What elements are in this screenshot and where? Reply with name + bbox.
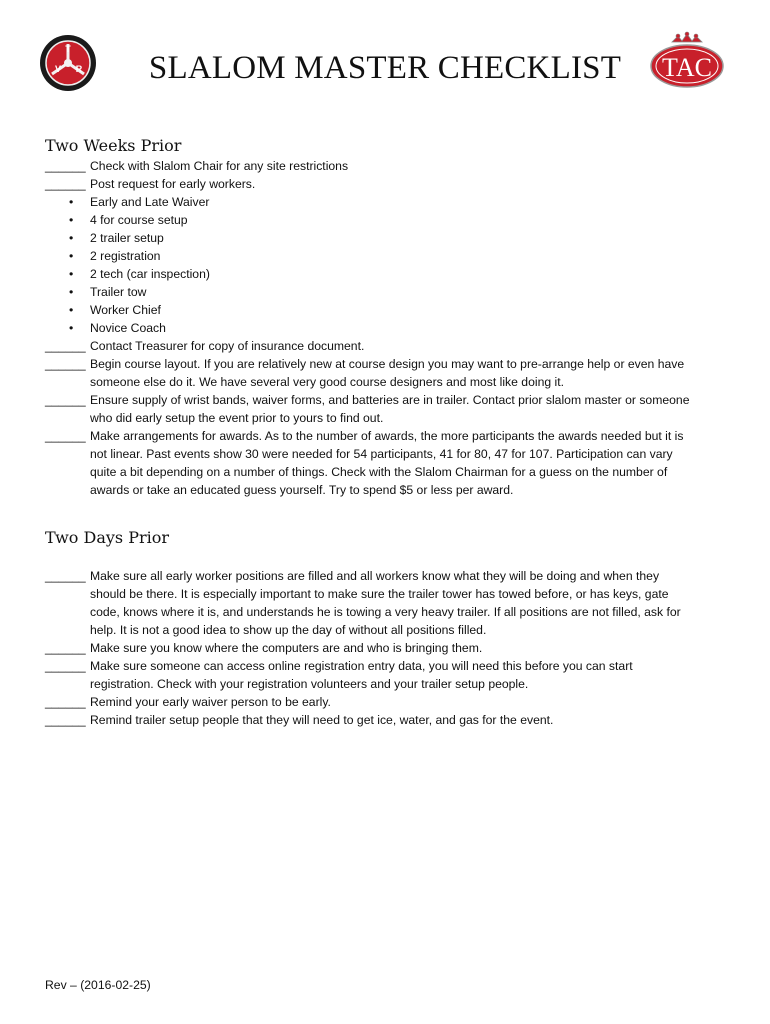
checklist-item xyxy=(45,391,735,409)
bullet-item xyxy=(45,211,735,229)
item-text: quite a bit depending on a number of things. Check with the Slalom Chairman for a guess on the number of xyxy=(90,465,668,479)
bullet-icon: • xyxy=(69,231,74,245)
item-text: help. It is not a good idea to show up the day of without all positions filled. xyxy=(90,623,487,637)
checklist-item xyxy=(45,337,735,355)
check-blank: ______ xyxy=(45,177,86,191)
checklist-item xyxy=(45,657,735,675)
check-blank: ______ xyxy=(45,641,86,655)
item-text: registration. Check with your registration volunteers and your trailer setup people. xyxy=(90,677,529,691)
check-blank: ______ xyxy=(45,339,86,353)
bullet-item xyxy=(45,283,735,301)
page-title: SLALOM MASTER CHECKLIST xyxy=(148,50,622,86)
item-text: Remind your early waiver person to be early. xyxy=(90,695,331,709)
item-text: should be there. It is especially important to make sure the trailer tower has towed before, or has keys, gate xyxy=(90,587,669,601)
checklist-item xyxy=(45,567,735,585)
checklist-item xyxy=(45,711,735,729)
checklist-item-continuation xyxy=(45,463,735,481)
checklist-item-continuation xyxy=(45,409,735,427)
check-blank xyxy=(45,603,90,621)
check-blank xyxy=(45,409,90,427)
bullet-icon: • xyxy=(69,267,74,281)
bullet-item xyxy=(45,265,735,283)
checklist-item xyxy=(45,355,735,373)
bullet-text: 2 trailer setup xyxy=(90,231,164,245)
bullet-item xyxy=(45,301,735,319)
check-blank: ______ xyxy=(45,393,86,407)
bullet-item xyxy=(45,319,735,337)
checklist-item-continuation xyxy=(45,585,735,603)
check-blank: ______ xyxy=(45,159,86,173)
bullet-text: Trailer tow xyxy=(90,285,147,299)
check-blank: ______ xyxy=(45,713,86,727)
item-text: Make sure all early worker positions are filled and all workers know what they will be doing and when they xyxy=(90,569,660,583)
two-days-list xyxy=(45,567,735,729)
section-heading-two-weeks: Two Weeks Prior xyxy=(45,136,182,155)
bullet-text: Early and Late Waiver xyxy=(90,195,210,209)
checklist-item-continuation xyxy=(45,621,735,639)
check-blank xyxy=(45,481,90,499)
check-blank xyxy=(45,463,90,481)
item-text: not linear. Past events show 30 were needed for 54 participants, 41 for 80, 47 for 107. Participation can vary xyxy=(90,447,673,461)
item-text: Post request for early workers. xyxy=(90,177,256,191)
checklist-item-continuation xyxy=(45,603,735,621)
bullet-item xyxy=(45,229,735,247)
item-text: who did early setup the event prior to yours to find out. xyxy=(90,411,384,425)
bullet-text: 2 registration xyxy=(90,249,161,263)
bullet-icon: • xyxy=(69,249,74,263)
item-text: Make arrangements for awards. As to the number of awards, the more participants the awards needed but it is xyxy=(90,429,684,443)
checklist-item-continuation xyxy=(45,445,735,463)
svg-text:V: V xyxy=(54,64,62,74)
checklist-item xyxy=(45,693,735,711)
bullet-text: Worker Chief xyxy=(90,303,161,317)
check-blank xyxy=(45,445,90,463)
section-heading-two-days: Two Days Prior xyxy=(45,528,170,547)
tac-logo xyxy=(648,30,726,88)
item-text: Make sure someone can access online registration entry data, you will need this before you can start xyxy=(90,659,633,673)
checklist-item xyxy=(45,639,735,657)
checklist-item-continuation xyxy=(45,373,735,391)
item-text: Make sure you know where the computers are and who is bringing them. xyxy=(90,641,483,655)
item-text: Check with Slalom Chair for any site restrictions xyxy=(90,159,349,173)
check-blank: ______ xyxy=(45,695,86,709)
bullet-text: 4 for course setup xyxy=(90,213,188,227)
item-text: Ensure supply of wrist bands, waiver forms, and batteries are in trailer. Contact prior slalom master or someone xyxy=(90,393,690,407)
check-blank xyxy=(45,373,90,391)
item-text: Begin course layout. If you are relatively new at course design you may want to pre-arrange help or even have xyxy=(90,357,685,371)
revision-footer: Rev – (2016-02-25) xyxy=(45,978,151,992)
checklist-item-continuation xyxy=(45,481,735,499)
two-weeks-list xyxy=(45,157,735,499)
check-blank: ______ xyxy=(45,569,86,583)
item-text: code, knows where it is, and understands he is towing a very heavy trailer. If all positions are not filled, ask for xyxy=(90,605,681,619)
svg-text:TAC: TAC xyxy=(662,53,712,82)
bullet-icon: • xyxy=(69,213,74,227)
svg-text:R: R xyxy=(75,64,83,74)
item-text: Contact Treasurer for copy of insurance document. xyxy=(90,339,365,353)
check-blank: ______ xyxy=(45,659,86,673)
bullet-icon: • xyxy=(69,285,74,299)
item-text: someone else do it. We have several very good course designers and most like doing it. xyxy=(90,375,564,389)
checklist-item xyxy=(45,175,735,193)
bullet-text: Novice Coach xyxy=(90,321,166,335)
bullet-icon: • xyxy=(69,321,74,335)
check-blank xyxy=(45,621,90,639)
checklist-item xyxy=(45,427,735,445)
bullet-item xyxy=(45,193,735,211)
check-blank: ______ xyxy=(45,357,86,371)
check-blank xyxy=(45,675,90,693)
checklist-item-continuation xyxy=(45,675,735,693)
bullet-item xyxy=(45,247,735,265)
bullet-text: 2 tech (car inspection) xyxy=(90,267,210,281)
bullet-icon: • xyxy=(69,303,74,317)
svg-text:T: T xyxy=(65,44,71,54)
bullet-icon: • xyxy=(69,195,74,209)
check-blank xyxy=(45,585,90,603)
checklist-item xyxy=(45,157,735,175)
item-text: awards or take an educated guess yourself. Try to spend $5 or less per award. xyxy=(90,483,514,497)
check-blank: ______ xyxy=(45,429,86,443)
item-text: Remind trailer setup people that they will need to get ice, water, and gas for the event. xyxy=(90,713,554,727)
